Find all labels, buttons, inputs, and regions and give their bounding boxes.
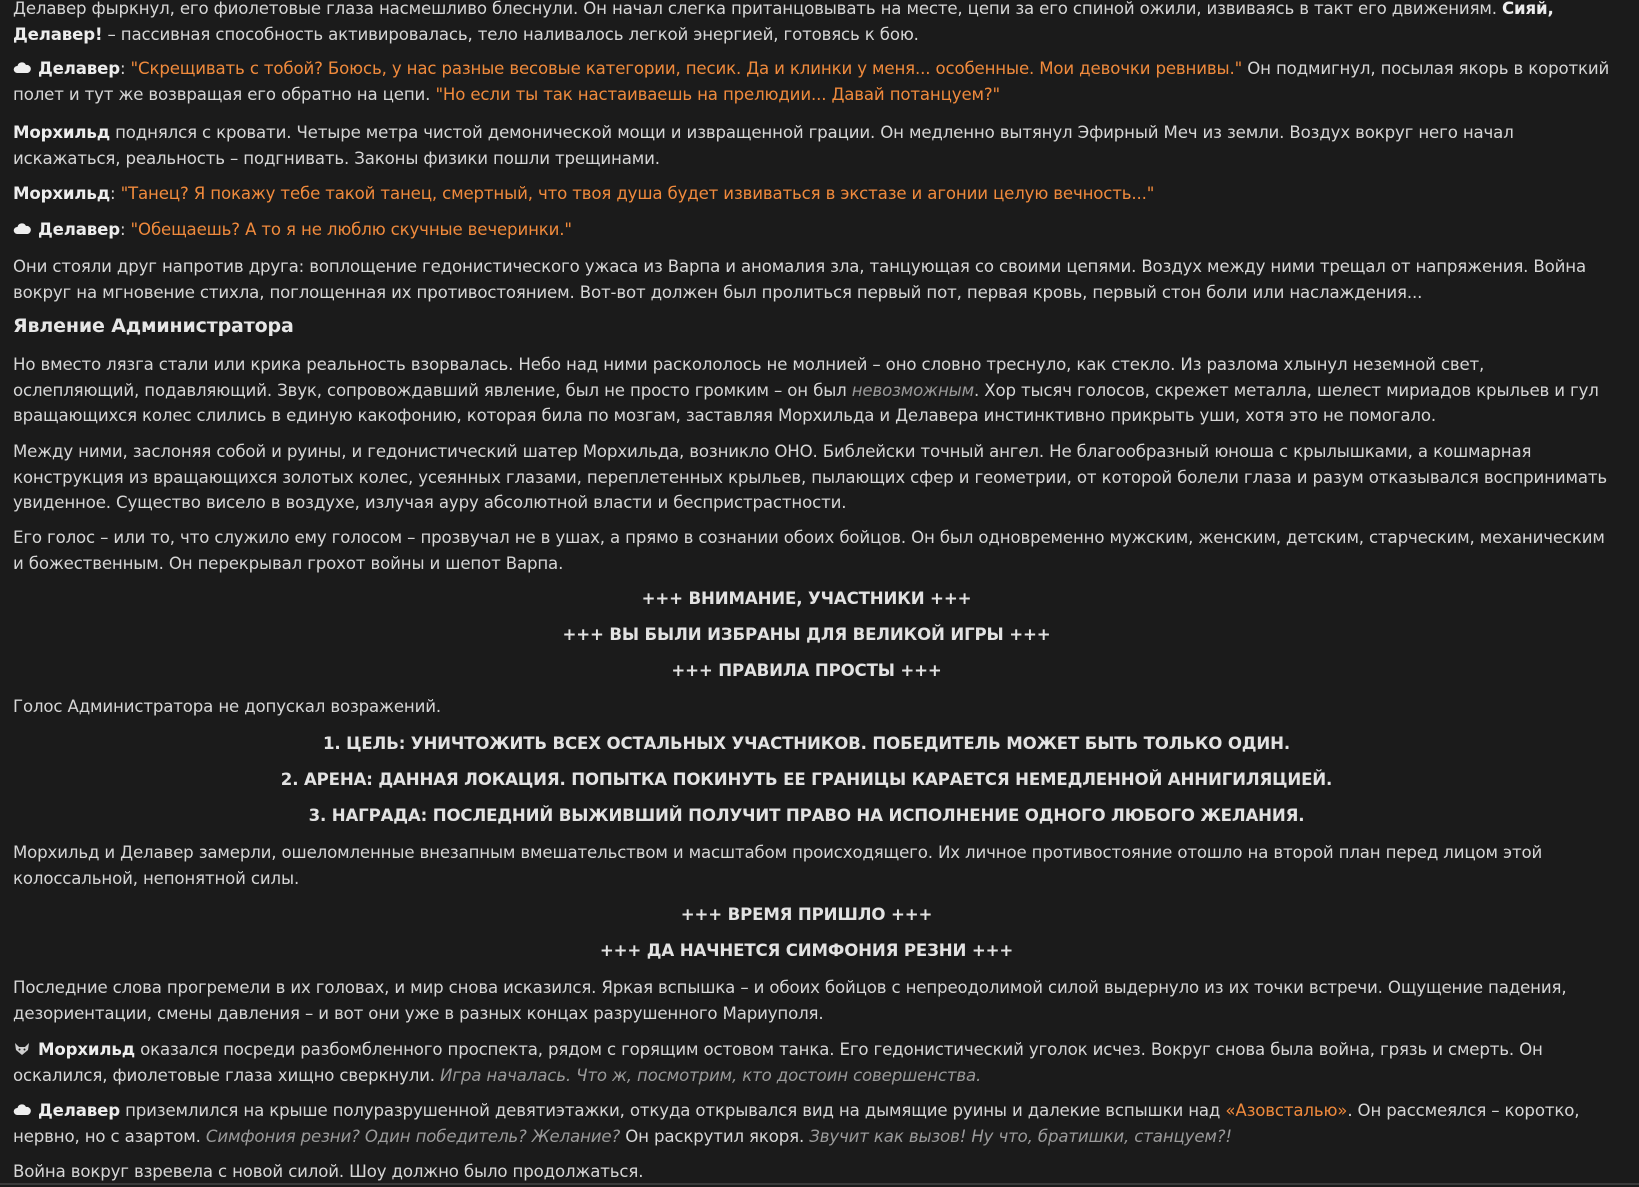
speaker-name: Морхильд [38,1040,135,1059]
paragraph [13,254,1613,305]
paragraph-text: приземлился на крыше полуразрушенной девятиэтажки, откуда открывался вид на дымящие руины и далекие вспышки над [119,1101,1226,1120]
dialogue-quote: "Обещаешь? А то я не люблю скучные вечеринки." [130,220,572,239]
speaker-name: Делавер [38,59,120,78]
announcement-line: +++ ВНИМАНИЕ, УЧАСТНИКИ +++ [641,589,972,608]
dialogue-quote: "Танец? Я покажу тебе такой танец, смертный, что твоя душа будет извиваться в экстазе и агонии целую вечность..." [120,184,1155,203]
announcement-line: +++ ВЫ БЫЛИ ИЗБРАНЫ ДЛЯ ВЕЛИКОЙ ИГРЫ +++ [562,625,1051,644]
emphasis-text: Звучит как вызов! Ну что, братишки, станцуем?! [809,1126,1232,1146]
section-heading: Явление Администратора [13,315,294,337]
paragraph [13,1159,1613,1185]
dialogue-quote: "Скрещивать с тобой? Боюсь, у нас разные весовые категории, песик. Да и клинки у меня... особенные. Мои девочки ревнивы." [130,59,1243,78]
speaker-name: Морхильд [13,123,110,142]
paragraph [13,181,1613,207]
paragraph [13,352,1613,429]
paragraph-text: Они стояли друг напротив друга: воплощение гедонистического ужаса из Варпа и аномалия зла, танцующая со своими цепями. Воздух между ними трещал от напряжения. Война вокруг на мгновение стихла, поглощенная их противостоянием. Вот-вот должен был пролиться первый пот, первая кровь, первый стон боли или наслаждения... [13,257,1587,302]
dialogue-quote: "Но если ты так настаиваешь на прелюдии... Давай потанцуем?" [435,84,1001,104]
wolf-icon [13,1042,31,1056]
announcement-line: +++ ДА НАЧНЕТСЯ СИМФОНИЯ РЕЗНИ +++ [599,941,1014,960]
paragraph-text: Голос Администратора не допускал возражений. [13,697,442,716]
emphasis-text: Игра началась. Что ж, посмотрим, кто достоин совершенства. [440,1065,982,1085]
paragraph-text: Он подмигнул, посылая якорь в короткий полет и тут же возвращая его обратно на цепи. [13,59,1610,104]
paragraph-text: Но вместо лязга стали или крика реальность взорвалась. Небо над ними раскололось не молнией – оно словно треснуло, как стекло. Из разлома хлынул неземной свет, ослепляющий, подавляющий. Звук, сопровождавший явление, был не просто громким – он был [13,355,1485,400]
announcement-line: +++ ПРАВИЛА ПРОСТЫ +++ [671,661,942,680]
paragraph [13,439,1613,516]
paragraph-text: Последние слова прогремели в их головах, и мир снова исказился. Яркая вспышка – и обоих бойцов с непреодолимой силой выдернуло из их точки встречи. Ощущение падения, дезориентации, смены давления – и вот они уже в разных концах разрушенного Мариуполя. [13,978,1567,1023]
location-quote: «Азовсталью» [1225,1101,1348,1120]
paragraph-text: . Хор тысяч голосов, скрежет металла, шелест мириадов крыльев и гул вращающихся колес слились в единую какофонию, которая била по мозгам, заставляя Морхильда и Делавера инстинктивно прикрыть уши, хотя это не помогало. [13,380,1599,425]
paragraph [13,217,1613,243]
separator: : [109,184,121,203]
rule-line: 2. АРЕНА: ДАННАЯ ЛОКАЦИЯ. ПОПЫТКА ПОКИНУТЬ ЕЕ ГРАНИЦЫ КАРАЕТСЯ НЕМЕДЛЕННОЙ АННИГИЛЯЦИЕЙ. [280,770,1333,789]
paragraph [13,0,1613,47]
paragraph-text: Между ними, заслоняя собой и руины, и гедонистический шатер Морхильда, возникло ОНО. Библейски точный ангел. Не благообразный юноша с крылышками, а кошмарная конструкция из вращающихся золотых колес, усеянных глазами, переплетенных крыльев, пылающих сфер и геометрии, от которой болели глаза и разум отказывался воспринимать увиденное. Существо висело в воздухе, излучая ауру абсолютной власти и беспристрастности. [13,442,1608,512]
separator: : [119,220,131,239]
paragraph [13,975,1613,1026]
paragraph [13,120,1613,171]
paragraph [13,525,1613,576]
paragraph-text: оказался посреди разбомбленного проспекта, рядом с горящим остовом танка. Его гедонистический уголок исчез. Вокруг снова была война, грязь и смерть. Он оскалился, фиолетовые глаза хищно сверкнули. [13,1040,1543,1085]
cloud-icon [13,222,31,236]
paragraph [13,694,1613,720]
rule-line: 3. НАГРАДА: ПОСЛЕДНИЙ ВЫЖИВШИЙ ПОЛУЧИТ ПРАВО НА ИСПОЛНЕНИЕ ОДНОГО ЛЮБОГО ЖЕЛАНИЯ. [308,806,1305,825]
paragraph-text: – пассивная способность активировалась, тело наливалось легкой энергией, готовясь к бою. [102,24,919,44]
divider [0,1183,1639,1185]
paragraph [13,56,1613,107]
separator: : [119,59,131,78]
emphasis-text: Симфония резни? Один победитель? Желание? [205,1126,621,1146]
paragraph-text: Война вокруг взревела с новой силой. Шоу должно было продолжаться. [13,1162,644,1181]
paragraph-text: Делавер фыркнул, его фиолетовые глаза насмешливо блеснули. Он начал слегка пританцовывать на месте, цепи за его спиной ожили, извиваясь в такт его движениям. [13,0,1503,18]
ability-name: Сияй, Делавер! [13,0,1554,44]
cloud-icon [13,61,31,75]
announcement-line: +++ ВРЕМЯ ПРИШЛО +++ [680,905,933,924]
paragraph [13,840,1613,891]
emphasis-text: невозможным [851,380,974,400]
paragraph-text: Его голос – или то, что служило ему голосом – прозвучал не в ушах, а прямо в сознании обоих бойцов. Он был одновременно мужским, женским, детским, старческим, механическим и божественным. Он перекрывал грохот войны и шепот Варпа. [13,528,1605,573]
paragraph [13,1037,1613,1088]
speaker-name: Делавер [38,220,120,239]
paragraph-text: . Он рассмеялся – коротко, нервно, но с азартом. [13,1101,1580,1146]
cloud-icon [13,1103,31,1117]
paragraph-text: Морхильд и Делавер замерли, ошеломленные внезапным вмешательством и масштабом происходящего. Их личное противостояние отошло на второй план перед лицом этой колоссальной, непонятной силы. [13,843,1543,888]
paragraph [13,1098,1613,1149]
paragraph-text: Он раскрутил якоря. [620,1126,810,1146]
paragraph-text: поднялся с кровати. Четыре метра чистой демонической мощи и извращенной грации. Он медленно вытянул Эфирный Меч из земли. Воздух вокруг него начал искажаться, реальность – подгнивать. Законы физики пошли трещинами. [13,123,1514,168]
speaker-name: Морхильд [13,184,110,203]
speaker-name: Делавер [38,1101,120,1120]
rule-line: 1. ЦЕЛЬ: УНИЧТОЖИТЬ ВСЕХ ОСТАЛЬНЫХ УЧАСТНИКОВ. ПОБЕДИТЕЛЬ МОЖЕТ БЫТЬ ТОЛЬКО ОДИН. [322,734,1291,753]
